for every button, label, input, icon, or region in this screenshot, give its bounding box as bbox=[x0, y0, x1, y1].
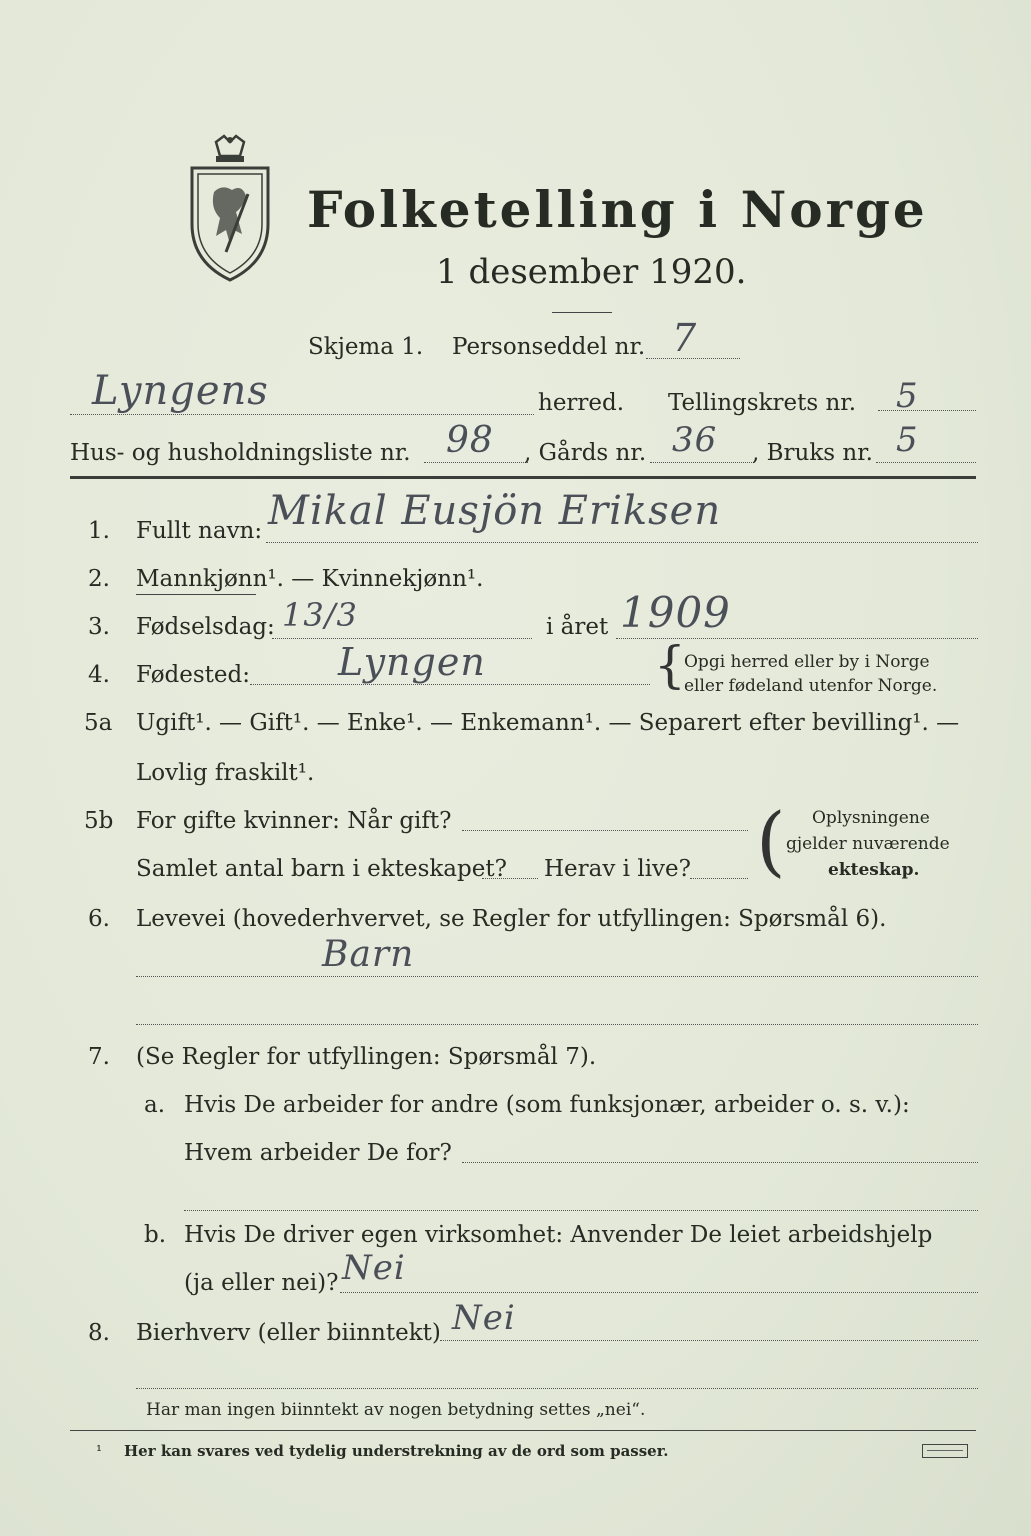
q5b-note-3: ekteskap. bbox=[828, 860, 920, 880]
q4-line bbox=[250, 684, 650, 685]
bruks-value: 5 bbox=[896, 420, 919, 460]
q2-label: Mannkjønn¹. — Kvinnekjønn¹. bbox=[136, 566, 484, 592]
q7a-label-2: Hvem arbeider De for? bbox=[184, 1140, 452, 1166]
q1-line bbox=[266, 542, 978, 543]
q5b-label-1: For gifte kvinner: Når gift? bbox=[136, 808, 452, 834]
footnote-divider bbox=[70, 1430, 976, 1431]
q6-line-1 bbox=[136, 976, 978, 977]
q1-number: 1. bbox=[88, 518, 110, 544]
q4-note-2: eller fødeland utenfor Norge. bbox=[684, 676, 938, 696]
footnote-marker: ¹ bbox=[96, 1442, 103, 1460]
q7-label: (Se Regler for utfyllingen: Spørsmål 7). bbox=[136, 1044, 597, 1070]
q3-number: 3. bbox=[88, 614, 110, 640]
q1-label: Fullt navn: bbox=[136, 518, 263, 544]
q5a-line1: Ugift¹. — Gift¹. — Enke¹. — Enkemann¹. — Separert efter bevilling¹. — bbox=[136, 710, 960, 736]
q5b-number: 5b bbox=[84, 808, 114, 834]
tellingskrets-line bbox=[878, 410, 976, 411]
q5b-note-1: Oplysningene bbox=[812, 808, 930, 828]
q1-value: Mikal Eusjön Eriksen bbox=[268, 488, 722, 534]
q5b-note-2: gjelder nuværende bbox=[786, 834, 950, 854]
q7b-number: b. bbox=[144, 1222, 167, 1248]
q3-line bbox=[272, 638, 532, 639]
q5a-line2: Lovlig fraskilt¹. bbox=[136, 760, 315, 786]
herred-value: Lyngens bbox=[92, 368, 269, 414]
q6-number: 6. bbox=[88, 906, 110, 932]
q4-label: Fødested: bbox=[136, 662, 251, 688]
q5b-label-2: Samlet antal barn i ekteskapet? bbox=[136, 856, 507, 882]
hus-value: 98 bbox=[446, 420, 494, 461]
q6-value: Barn bbox=[322, 934, 415, 975]
q6-line-2 bbox=[136, 1024, 978, 1025]
q7b-value: Nei bbox=[342, 1248, 406, 1288]
q3-value: 13/3 bbox=[282, 596, 358, 634]
tellingskrets-value: 5 bbox=[896, 376, 919, 416]
hus-label: Hus- og husholdningsliste nr. bbox=[70, 440, 411, 466]
bruks-label: , Bruks nr. bbox=[752, 440, 873, 466]
schema-label: Skjema 1. bbox=[308, 334, 424, 360]
q7b-line bbox=[340, 1292, 978, 1293]
q3-year-value: 1909 bbox=[620, 588, 731, 637]
hus-line bbox=[424, 462, 528, 463]
gards-label: , Gårds nr. bbox=[524, 440, 647, 466]
q5a-number: 5a bbox=[84, 710, 113, 736]
gards-value: 36 bbox=[672, 420, 718, 460]
q3-label: Fødselsdag: bbox=[136, 614, 275, 640]
herred-label: herred. bbox=[538, 390, 625, 416]
tellingskrets-label: Tellingskrets nr. bbox=[668, 390, 857, 416]
q4-number: 4. bbox=[88, 662, 110, 688]
q7a-number: a. bbox=[144, 1092, 166, 1118]
gards-line bbox=[650, 462, 754, 463]
printer-stamp-icon bbox=[922, 1444, 968, 1458]
q7b-label: Hvis De driver egen virksomhet: Anvender De leiet arbeidshjelp bbox=[184, 1222, 933, 1248]
q7-number: 7. bbox=[88, 1044, 110, 1070]
q8-number: 8. bbox=[88, 1320, 110, 1346]
q3-year-label: i året bbox=[546, 614, 609, 640]
q7a-line-2 bbox=[184, 1210, 978, 1211]
q5b-children-line bbox=[482, 878, 538, 879]
q7a-line-1 bbox=[462, 1162, 978, 1163]
coat-of-arms-icon bbox=[186, 134, 274, 284]
q4-brace: { bbox=[654, 636, 686, 694]
q2-number: 2. bbox=[88, 566, 110, 592]
title-divider bbox=[552, 312, 612, 313]
footnote-text: Her kan svares ved tydelig understrekning av de ord som passer. bbox=[124, 1442, 669, 1460]
q5b-brace: ( bbox=[756, 796, 786, 885]
personseddel-label: Personseddel nr. bbox=[452, 334, 646, 360]
q7a-label: Hvis De arbeider for andre (som funksjonær, arbeider o. s. v.): bbox=[184, 1092, 910, 1118]
q8-note: Har man ingen biinntekt av nogen betydning settes „nei“. bbox=[146, 1400, 646, 1420]
q4-value: Lyngen bbox=[338, 640, 486, 684]
q8-value: Nei bbox=[452, 1298, 516, 1338]
q8-line-1 bbox=[440, 1340, 978, 1341]
q5b-label-3: Herav i live? bbox=[544, 856, 691, 882]
q4-note-1: Opgi herred eller by i Norge bbox=[684, 652, 930, 672]
bruks-line bbox=[876, 462, 976, 463]
form-title: Folketelling i Norge bbox=[307, 180, 928, 239]
q5b-married-line bbox=[462, 830, 748, 831]
section-divider bbox=[70, 476, 976, 479]
herred-line bbox=[70, 414, 534, 415]
personseddel-value: 7 bbox=[672, 316, 698, 360]
q2-mann-underline bbox=[136, 594, 256, 595]
q7b-label-2: (ja eller nei)? bbox=[184, 1270, 339, 1296]
census-date: 1 desember 1920. bbox=[436, 252, 747, 292]
q6-label: Levevei (hovederhvervet, se Regler for utfyllingen: Spørsmål 6). bbox=[136, 906, 887, 932]
q8-label: Bierhverv (eller biinntekt) bbox=[136, 1320, 441, 1346]
q8-line-2 bbox=[136, 1388, 978, 1389]
q5b-alive-line bbox=[690, 878, 748, 879]
